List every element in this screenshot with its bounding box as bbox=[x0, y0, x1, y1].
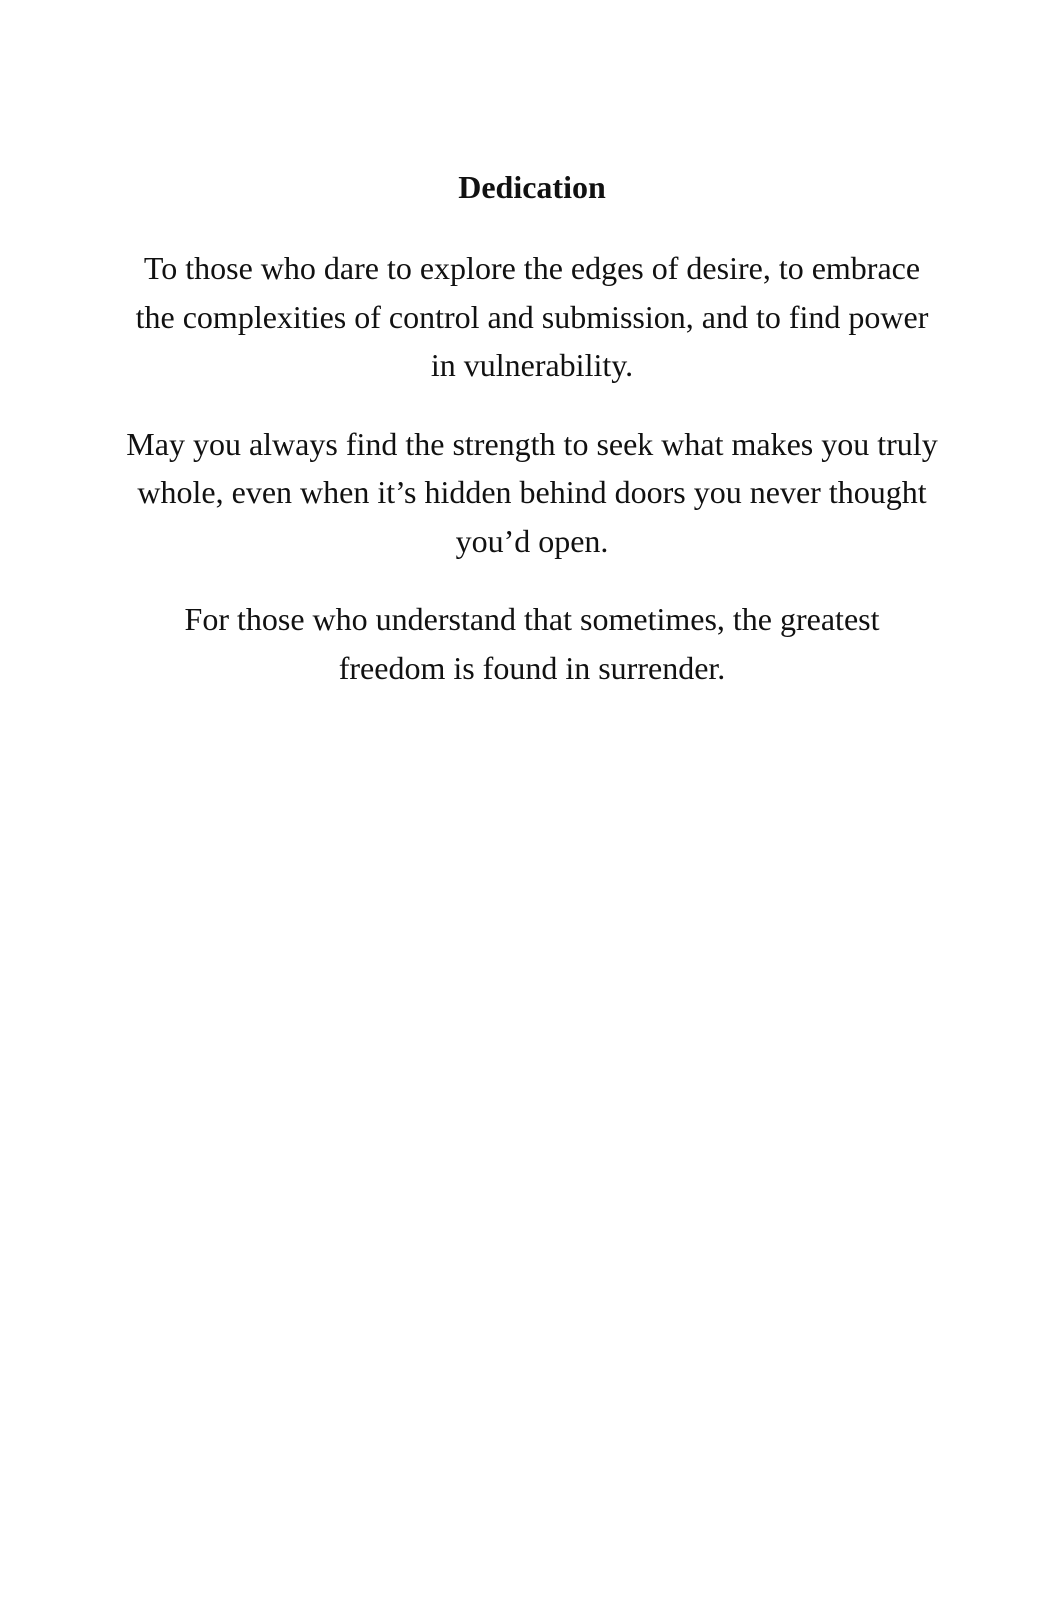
text-line: For those who understand that sometimes, the greatest bbox=[184, 601, 880, 637]
text-line: you’d open. bbox=[455, 522, 609, 559]
text-line: in vulnerability. bbox=[430, 347, 634, 383]
text-line: freedom is found in surrender. bbox=[338, 649, 726, 686]
dedication-paragraph-3 bbox=[84, 595, 980, 692]
page-title: Dedication bbox=[458, 169, 606, 205]
text-line: To those who dare to explore the edges of desire, to embrace bbox=[143, 250, 921, 286]
text-line: the complexities of control and submission, and to find power bbox=[135, 298, 929, 335]
dedication-body bbox=[84, 244, 980, 722]
dedication-paragraph-2 bbox=[84, 420, 980, 566]
text-line: May you always find the strength to seek what makes you truly bbox=[126, 425, 938, 462]
dedication-paragraph-1 bbox=[84, 244, 980, 390]
text-line: whole, even when it’s hidden behind doors you never thought bbox=[137, 474, 927, 510]
